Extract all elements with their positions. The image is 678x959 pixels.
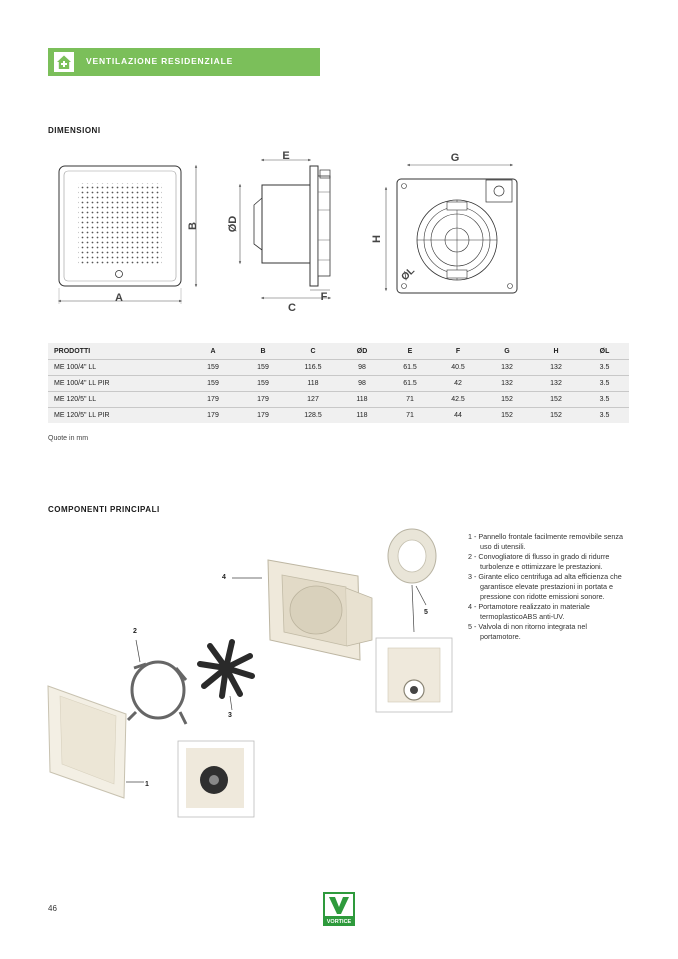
table-cell: 118	[288, 376, 338, 392]
table-cell: 179	[238, 392, 288, 408]
motor-housing	[232, 560, 372, 660]
section-title: VENTILAZIONE RESIDENZIALE	[86, 56, 234, 66]
list-item: 3 - Girante elico centrifuga ad alta efficienza che garantisce elevate prestazioni in portata e pressione con ridotte emissioni sonore.	[468, 572, 622, 601]
table-cell: 159	[188, 376, 238, 392]
col-header: H	[553, 347, 559, 355]
table-cell: 44	[434, 408, 482, 424]
components-heading: COMPONENTI PRINCIPALI	[48, 505, 160, 514]
table-cell: 152	[532, 408, 580, 424]
col-header: PRODOTTI	[54, 347, 91, 355]
dim-label-e: E	[282, 150, 290, 162]
col-header: ØD	[356, 347, 368, 355]
impeller	[200, 642, 252, 710]
valve-ring	[388, 529, 436, 632]
logo-text: VORTICE	[326, 919, 352, 925]
table-cell: 132	[532, 360, 580, 376]
front-photo-box	[178, 741, 254, 817]
table-cell: 42	[434, 376, 482, 392]
table-cell: 71	[386, 392, 434, 408]
callout-4: 4	[222, 574, 226, 581]
front-panel	[48, 686, 144, 798]
col-header: F	[455, 347, 461, 355]
table-cell: 61.5	[386, 360, 434, 376]
list-item: 2 - Convogliatore di flusso in grado di ridurre turbolenze e ottimizzare le prestazioni.	[468, 552, 610, 571]
table-cell: 98	[338, 360, 386, 376]
table-cell: 3.5	[580, 408, 629, 424]
list-item: 4 - Portamotore realizzato in materiale termoplasticoABS anti-UV.	[468, 602, 590, 621]
callout-3: 3	[228, 712, 232, 719]
units-note: Quote in mm	[48, 435, 89, 442]
table-cell: 179	[188, 392, 238, 408]
table-cell: 152	[482, 392, 532, 408]
table-cell: 159	[238, 376, 288, 392]
dim-label-b: B	[187, 222, 199, 230]
dim-label-a: A	[115, 292, 123, 304]
table-cell: 118	[338, 392, 386, 408]
table-cell: 3.5	[580, 360, 629, 376]
table-cell: 159	[188, 360, 238, 376]
components-list	[468, 532, 628, 642]
dim-label-l: ØL	[399, 265, 418, 284]
table-cell: 40.5	[434, 360, 482, 376]
table-cell: 3.5	[580, 376, 629, 392]
callout-5: 5	[424, 609, 428, 616]
dim-label-d: ØD	[227, 215, 239, 233]
table-cell: 179	[188, 408, 238, 424]
dimensions-heading: DIMENSIONI	[48, 126, 101, 135]
table-cell: 179	[238, 408, 288, 424]
table-cell: 61.5	[386, 376, 434, 392]
dim-label-c: C	[288, 302, 296, 314]
col-header: B	[260, 347, 266, 355]
table-cell: 159	[238, 360, 288, 376]
col-header: E	[407, 347, 413, 355]
list-item: 5 - Valvola di non ritorno integrata nel portamotore.	[468, 622, 587, 641]
table-cell: 71	[386, 408, 434, 424]
callout-2: 2	[133, 628, 137, 635]
vortice-logo	[323, 892, 355, 926]
dim-label-g: G	[450, 152, 460, 164]
col-header: ØL	[599, 347, 610, 355]
table-cell: ME 120/5" LL	[48, 392, 188, 408]
table-cell: 98	[338, 376, 386, 392]
dim-label-h: H	[371, 235, 383, 243]
table-cell: 132	[482, 360, 532, 376]
table-cell: 42.5	[434, 392, 482, 408]
table-cell: 128.5	[288, 408, 338, 424]
flow-conveyor	[128, 640, 186, 724]
table-cell: 3.5	[580, 392, 629, 408]
list-item: 1 - Pannello frontale facilmente removibile senza uso di utensili.	[468, 532, 624, 551]
table-cell: 152	[532, 392, 580, 408]
col-header: C	[310, 347, 316, 355]
page-number: 46	[48, 904, 57, 913]
callout-1: 1	[145, 781, 149, 788]
rear-photo-box	[376, 638, 452, 712]
table-cell: 127	[288, 392, 338, 408]
col-header: A	[210, 347, 216, 355]
table-cell: ME 100/4" LL PIR	[48, 376, 188, 392]
table-cell: 152	[482, 408, 532, 424]
table-cell: 116.5	[288, 360, 338, 376]
table-cell: ME 120/5" LL PIR	[48, 408, 188, 424]
table-cell: 132	[532, 376, 580, 392]
col-header: G	[504, 347, 510, 355]
dim-label-f: F	[320, 291, 328, 303]
table-cell: 132	[482, 376, 532, 392]
table-cell: ME 100/4" LL	[48, 360, 188, 376]
table-cell: 118	[338, 408, 386, 424]
